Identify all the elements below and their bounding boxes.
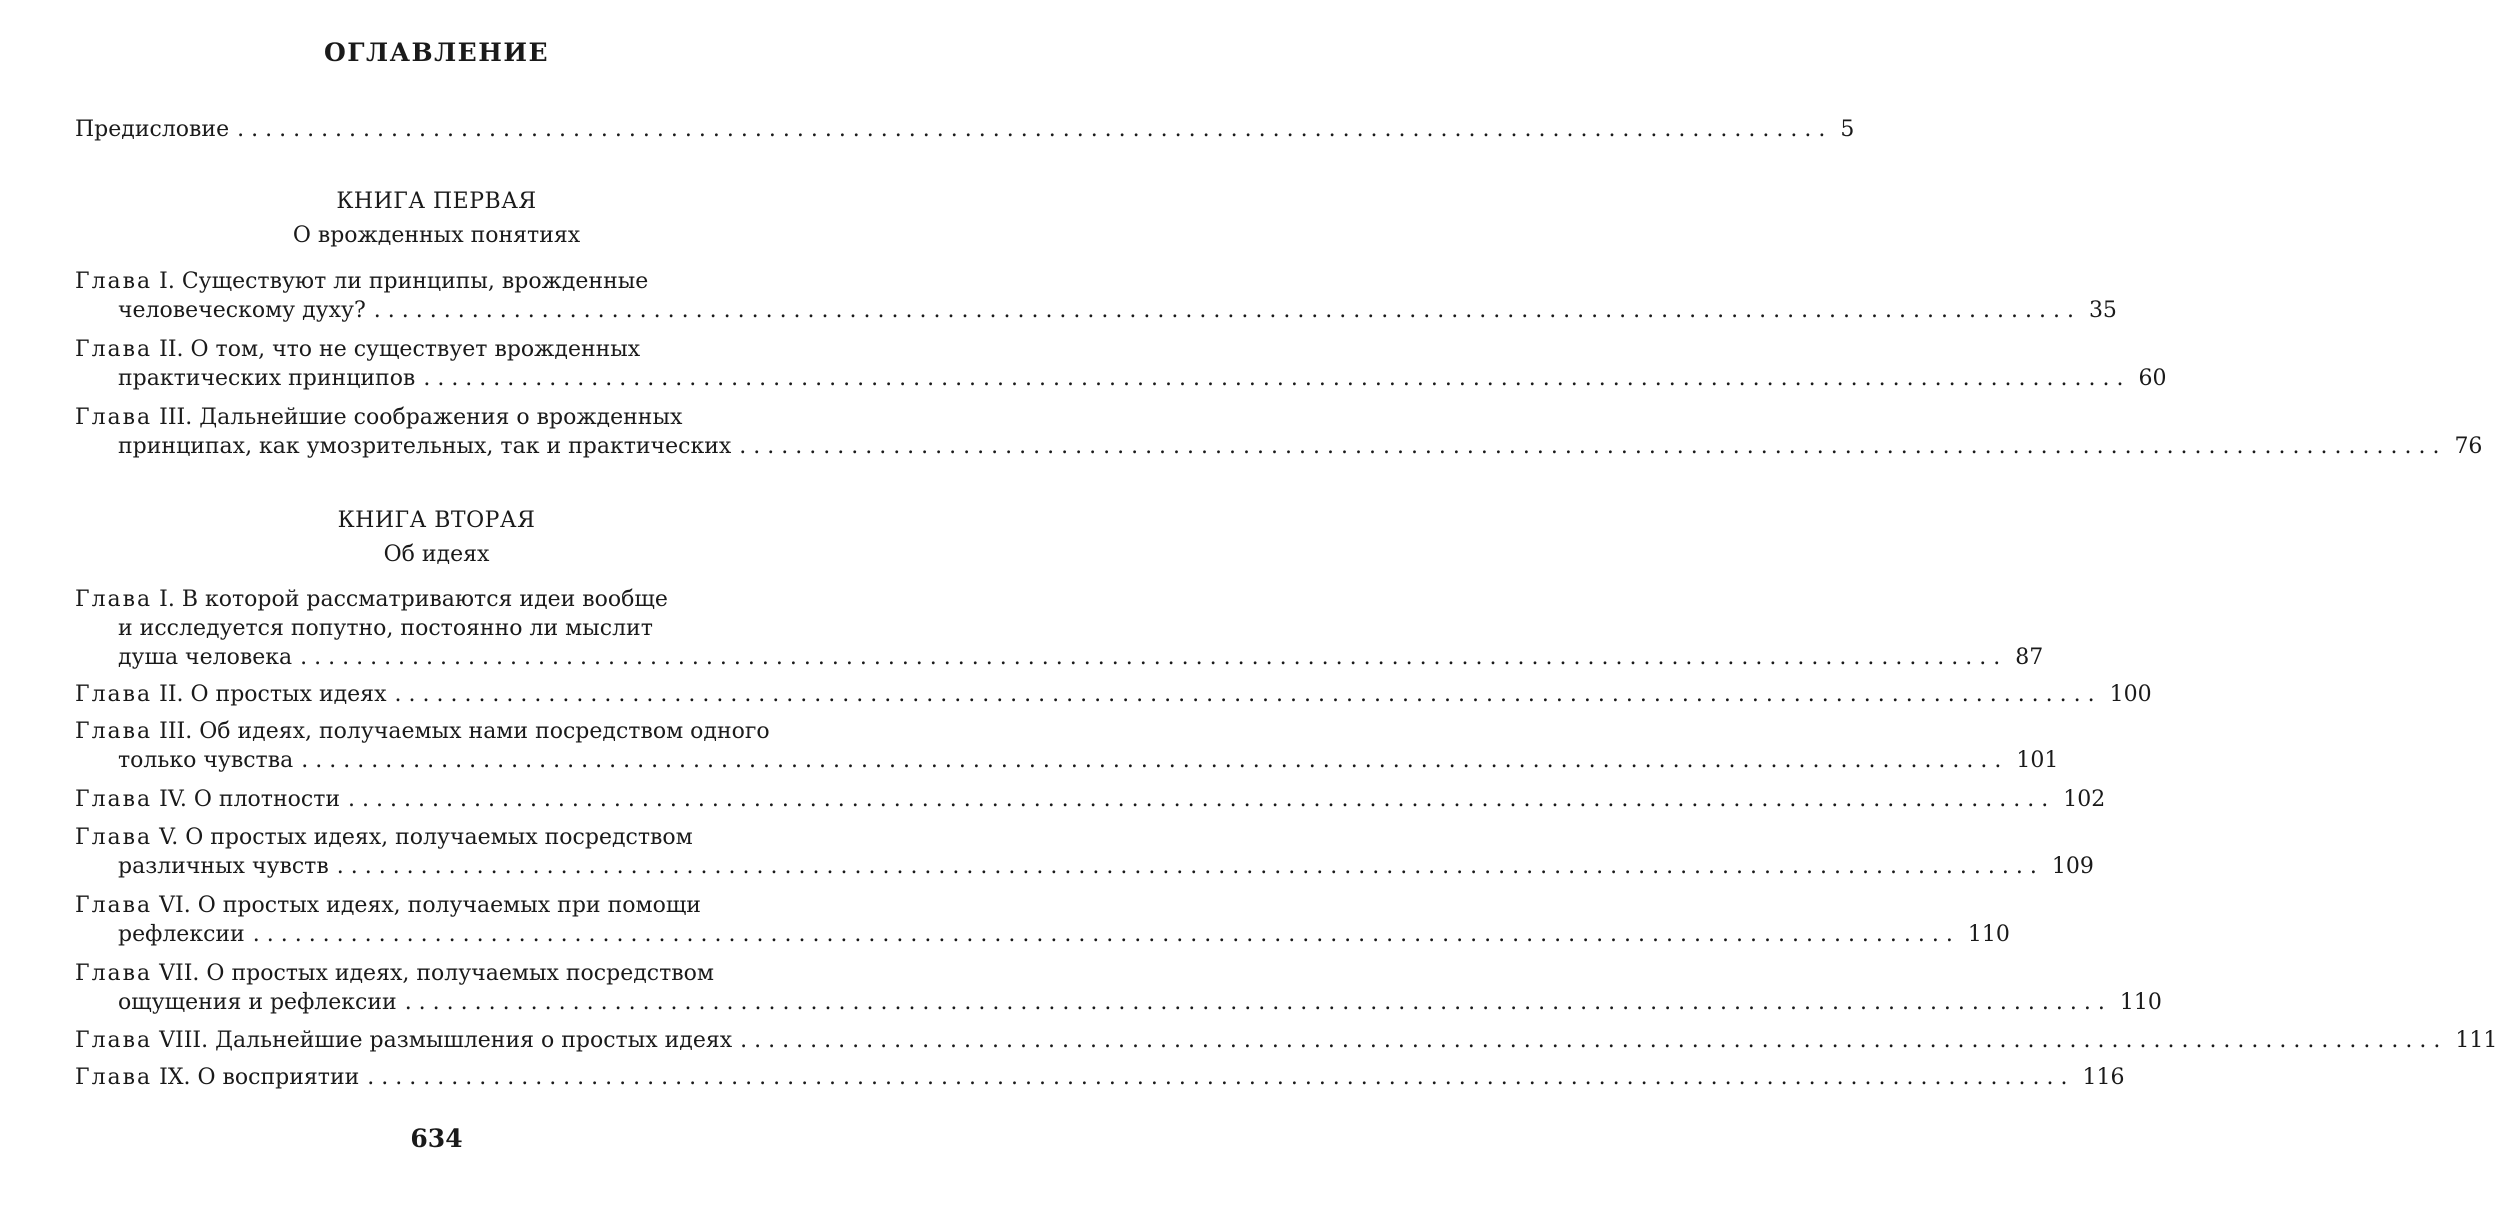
leader-dots: .......................................................................................................................... (373, 298, 2081, 323)
entry-text: ощущения и рефлексии (118, 990, 397, 1015)
toc-entry-book1-chapter-3[interactable] (75, 403, 2483, 461)
toc-entry-book1-chapter-1[interactable] (75, 267, 2117, 325)
book-subtitle: О врожденных понятиях (292, 223, 581, 248)
entry-line (75, 585, 815, 614)
entry-line (75, 920, 2010, 949)
entry-line (75, 785, 2106, 814)
book-label: КНИГА ВТОРАЯ (337, 508, 536, 533)
page-number: 110 (2119, 990, 2162, 1015)
toc-entry-book2-chapter-8[interactable] (75, 1026, 2497, 1055)
chapter-prefix: Глава (75, 719, 153, 744)
page-number: 110 (1967, 922, 2010, 947)
toc-entry-book2-chapter-9[interactable] (75, 1063, 2125, 1092)
toc-entry-book2-chapter-7[interactable] (75, 959, 2162, 1017)
entry-line (75, 296, 2117, 325)
entry-line (75, 717, 815, 746)
page-title: ОГЛАВЛЕНИЕ (323, 38, 550, 67)
leader-dots: .......................................................................................................................... (740, 1028, 2448, 1053)
entry-line (75, 988, 2162, 1017)
entry-text: Глава II. О простых идеях (75, 682, 387, 707)
chapter-prefix: Глава (75, 961, 153, 986)
entry-line (75, 1063, 2125, 1092)
toc-entry-book2-chapter-4[interactable] (75, 785, 2106, 814)
leader-dots: .......................................................................................................................... (301, 748, 2009, 773)
entry-text: Глава IX. О восприятии (75, 1065, 360, 1090)
entry-line (75, 335, 815, 364)
entry-text: человеческому духу? (118, 298, 366, 323)
toc-entry-preface[interactable] (75, 115, 1855, 144)
leader-dots: .................................................................................................................. (237, 117, 1833, 142)
book-heading-2 (0, 504, 873, 572)
page-number: 109 (2051, 854, 2094, 879)
leader-dots: .......................................................................................................................... (423, 366, 2131, 391)
leader-dots: .......................................................................................................................... (739, 434, 2447, 459)
toc-entry-book2-chapter-5[interactable] (75, 823, 2094, 881)
chapter-prefix: Глава (75, 682, 153, 707)
entry-text: Глава III. Дальнейшие соображения о врожденных (75, 405, 683, 430)
leader-dots: .......................................................................................................................... (336, 854, 2044, 879)
entry-text: Предисловие (75, 117, 230, 142)
entry-text: только чувства (118, 748, 294, 773)
entry-text: Глава IV. О плотности (75, 787, 341, 812)
entry-text: различных чувств (118, 854, 329, 879)
toc-entry-book2-chapter-3[interactable] (75, 717, 2059, 775)
leader-dots: .......................................................................................................................... (367, 1065, 2075, 1090)
leader-dots: .......................................................................................................................... (404, 990, 2112, 1015)
entry-line (75, 643, 2044, 672)
page-number: 102 (2063, 787, 2106, 812)
chapter-prefix: Глава (75, 1028, 153, 1053)
entry-line (75, 746, 2059, 775)
page-number: 76 (2454, 434, 2483, 459)
entry-line (75, 267, 815, 296)
entry-text: душа человека (118, 645, 293, 670)
page-number: 100 (2109, 682, 2152, 707)
chapter-prefix: Глава (75, 787, 153, 812)
chapter-prefix: Глава (75, 405, 153, 430)
entry-text: Глава III. Об идеях, получаемых нами посредством одного (75, 719, 770, 744)
chapter-prefix: Глава (75, 1065, 153, 1090)
entry-text: Глава I. Существуют ли принципы, врожденные (75, 269, 649, 294)
entry-line (75, 891, 815, 920)
chapter-prefix: Глава (75, 825, 153, 850)
toc-entry-book2-chapter-6[interactable] (75, 891, 2010, 949)
toc-entry-book2-chapter-1[interactable] (75, 585, 2044, 672)
entry-text: Глава V. О простых идеях, получаемых посредством (75, 825, 693, 850)
page-number: 87 (2015, 645, 2044, 670)
entry-text: рефлексии (118, 922, 245, 947)
entry-text: Глава II. О том, что не существует врожденных (75, 337, 641, 362)
entry-line (75, 614, 815, 643)
entry-text: практических принципов (118, 366, 416, 391)
chapter-prefix: Глава (75, 337, 153, 362)
page-number: 60 (2138, 366, 2167, 391)
book-label: КНИГА ПЕРВАЯ (336, 189, 537, 214)
page-folio: 634 (410, 1124, 463, 1153)
entry-text: Глава VIII. Дальнейшие размышления о простых идеях (75, 1028, 733, 1053)
page-number: 111 (2455, 1028, 2497, 1053)
chapter-prefix: Глава (75, 587, 153, 612)
entry-text: Глава VI. О простых идеях, получаемых при помощи (75, 893, 701, 918)
book-heading-1 (0, 185, 873, 253)
entry-text: Глава I. В которой рассматриваются идеи вообще (75, 587, 668, 612)
entry-line (75, 432, 2483, 461)
entry-line (75, 823, 815, 852)
leader-dots: .......................................................................................................................... (394, 682, 2102, 707)
leader-dots: .......................................................................................................................... (348, 787, 2056, 812)
page-number: 116 (2082, 1065, 2125, 1090)
entry-line (75, 403, 815, 432)
entry-line (75, 1026, 2497, 1055)
leader-dots: .......................................................................................................................... (300, 645, 2008, 670)
chapter-prefix: Глава (75, 269, 153, 294)
entry-line (75, 852, 2094, 881)
leader-dots: .......................................................................................................................... (252, 922, 1960, 947)
entry-text: принципах, как умозрительных, так и практических (118, 434, 732, 459)
entry-text: и исследуется попутно, постоянно ли мыслит (118, 616, 653, 641)
page-number: 5 (1840, 117, 1855, 142)
entry-text: Глава VII. О простых идеях, получаемых посредством (75, 961, 714, 986)
entry-line (75, 959, 815, 988)
page-number: 101 (2016, 748, 2059, 773)
toc-entry-book2-chapter-2[interactable] (75, 680, 2152, 709)
toc-entry-book1-chapter-2[interactable] (75, 335, 2167, 393)
entry-line (75, 680, 2152, 709)
book-subtitle: Об идеях (383, 542, 490, 567)
chapter-prefix: Глава (75, 893, 153, 918)
page-number: 35 (2088, 298, 2117, 323)
entry-line (75, 364, 2167, 393)
